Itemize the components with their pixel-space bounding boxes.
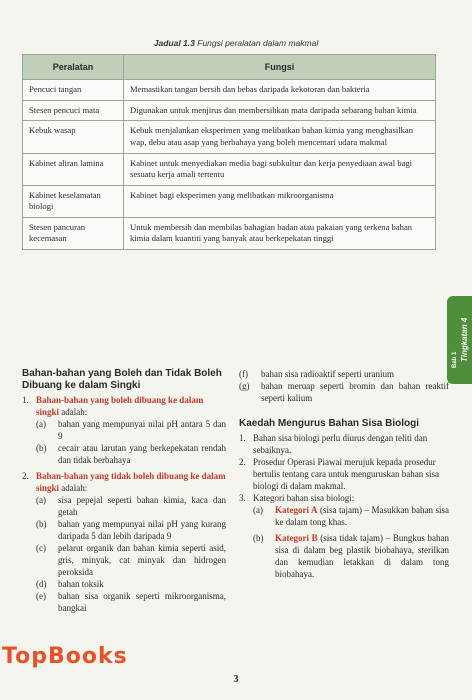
header-fungsi: Fungsi [124,55,436,80]
chapter-label: Bab 1 [452,351,458,368]
cell-function: Digunakan untuk menjirus dan membersihkan mata daripada sebarang bahan kimia [124,100,436,121]
sub-item [36,442,226,466]
category-label: Kategori A [275,505,318,515]
list-item [22,394,226,418]
sub-item [239,368,449,380]
table-row [23,185,436,217]
category-label: Kategori B [275,533,318,543]
table-row [23,100,436,121]
item-text: adalah: [59,407,88,417]
sub-text: cecair atau larutan yang berkepekatan rendah dan tidak berbahaya [58,443,226,465]
table-row [23,80,436,101]
table-header-row [23,55,436,80]
cell-function: Kabinet untuk menyediakan media bagi subkultur dan kerja penyediaan awal bagi sesuatu kerja amali tertentu [124,153,436,185]
sub-text: bahan yang mempunyai nilai pH yang kurang daripada 5 dan lebih daripada 9 [58,519,226,541]
section-heading-sink: Bahan-bahan yang Boleh dan Tidak Boleh Dibuang ke dalam Singki [22,368,222,391]
cell-item: Kebuk wasap [23,121,124,153]
list-item [22,470,226,494]
cell-function: Untuk membersih dan membilas bahagian badan atau pakaian yang terkena bahan kimia dalam kuantiti yang banyak atau berkepekatan tinggi [124,217,436,249]
item-number: 1. [239,433,246,443]
cell-function: Kabinet bagi eksperimen yang melibatkan mikroorganisma [124,185,436,217]
list-item [239,492,449,504]
sub-letter: (g) [239,381,250,391]
form-level-label: Tingkatan 4 [460,317,469,362]
sub-letter: (f) [239,369,248,379]
table-row [23,217,436,249]
table-caption-label: Jadual 1.3 [153,38,195,48]
category-list [239,504,449,580]
sub-letter: (a) [36,495,46,505]
sublist [22,494,226,614]
sub-item [253,532,449,580]
cell-item: Stesen pancuran kecemasan [23,217,124,249]
sublist [22,418,226,466]
sub-text: (sisa tidak tajam) – Bungkus bahan sisa di dalam beg plastik biobahaya, sterilkan dan kemudian letakkan di dalam tong biobahaya. [275,533,449,579]
sub-text: (sisa tajam) – Masukkan bahan sisa ke dalam tong khas. [275,505,449,527]
list-item [239,456,449,492]
cell-item: Stesen pencuci mata [23,100,124,121]
item-number: 2. [22,471,29,481]
section-heading-bio-waste: Kaedah Mengurus Bahan Sisa Biologi [239,418,420,429]
sub-item [253,504,449,528]
cell-function: Kebuk menjalankan eksperimen yang melibatkan bahan kimia yang menghasilkan wap, debu atau asap yang berbahaya yang boleh mencemari udara makmal [124,121,436,153]
item-text: adalah: [59,483,88,493]
sub-item [36,578,226,590]
highlight-text: Bahan-bahan yang boleh dibuang ke dalam singki [36,395,204,417]
cell-item: Kabinet keselamatan biologi [23,185,124,217]
page-number: 3 [233,674,239,685]
sub-letter: (b) [253,533,264,543]
sub-item [36,418,226,442]
sub-letter: (b) [36,519,47,529]
table-row [23,121,436,153]
sub-text: sisa pepejal seperti bahan kimia, kaca dan getah [58,495,226,517]
sub-text: bahan sisa organik seperti mikroorganisma, bangkai [58,591,226,613]
topbooks-logo: TopBooks [2,644,128,669]
sub-item [239,380,449,404]
left-column [22,368,226,614]
highlight-text: Bahan-bahan yang tidak boleh dibuang ke dalam singki [36,471,226,493]
table-caption-title: Fungsi peralatan dalam makmal [197,38,319,48]
sub-letter: (b) [36,443,47,453]
item-text: Prosedur Operasi Piawai merujuk kepada prosedur bertulis tentang cara untuk menguruskan bahan sisa biologi di dalam makmal. [253,457,439,491]
table-row [23,153,436,185]
sub-text: bahan yang mempunyai nilai pH antara 5 dan 9 [58,419,226,441]
item-number: 3. [239,493,246,503]
sub-item [36,542,226,578]
sub-item [36,590,226,614]
sub-letter: (e) [36,591,46,601]
chapter-side-tab [447,296,472,384]
equipment-table [22,54,436,250]
cell-item: Pencuci tangan [23,80,124,101]
cell-function: Memastikan tangan bersih dan bebas daripada kekotoran dan bakteria [124,80,436,101]
item-text: Kategori bahan sisa biologi: [253,493,355,503]
sub-letter: (a) [36,419,46,429]
sub-letter: (a) [253,505,263,515]
sub-letter: (d) [36,579,47,589]
sub-text: bahan meruap seperti bromin dan bahan reaktif seperti kalium [261,381,449,403]
sub-item [36,518,226,542]
item-number: 1. [22,395,29,405]
sub-text: bahan sisa radioaktif seperti uranium [261,369,394,379]
right-column [239,368,449,580]
header-peralatan: Peralatan [23,55,124,80]
sub-text: pelarut organik dan bahan kimia seperti asid, gris, minyak, cat minyak dan hidrogen peroksida [58,543,226,577]
item-number: 2. [239,457,246,467]
sub-letter: (c) [36,543,46,553]
sub-item [36,494,226,518]
sub-text: bahan toksik [58,579,104,589]
cell-item: Kabinet aliran lamina [23,153,124,185]
table-caption [0,38,472,48]
list-item [239,432,449,456]
item-text: Bahan sisa biologi perlu diurus dengan teliti dan sebaiknya. [253,433,428,455]
